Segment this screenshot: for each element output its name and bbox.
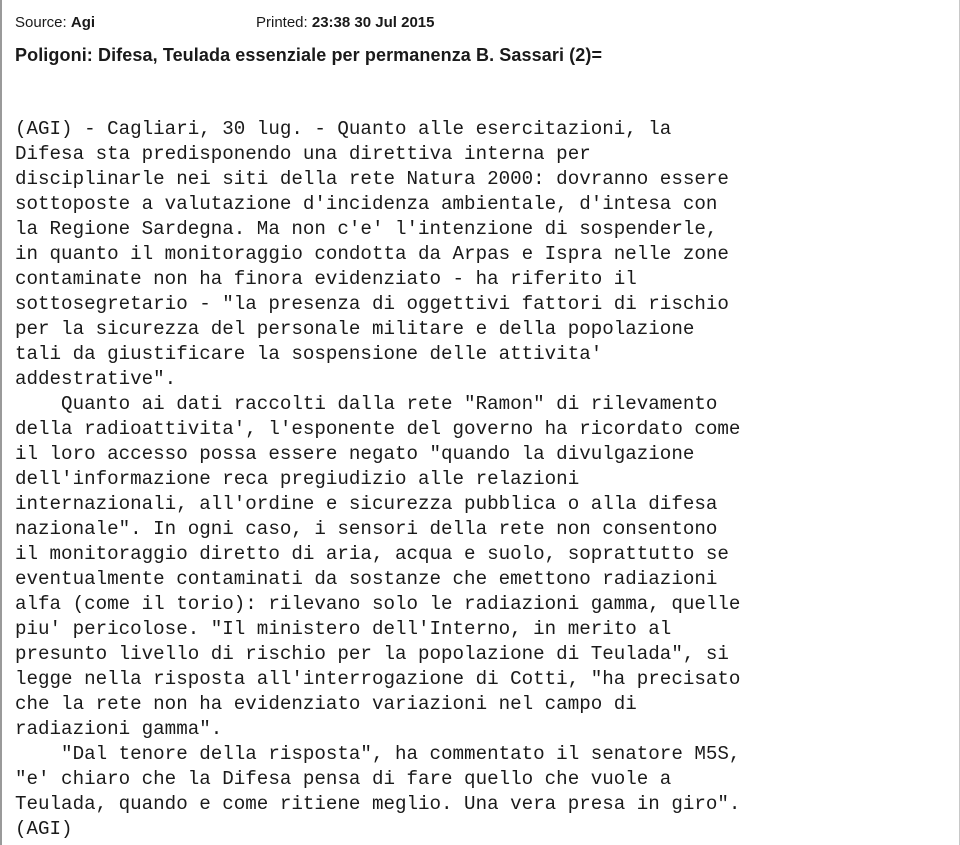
article-body-line: tali da giustificare la sospensione delle attivita' bbox=[15, 343, 603, 365]
printed-info bbox=[256, 13, 434, 33]
page-left-border bbox=[0, 0, 2, 845]
article-body bbox=[15, 117, 945, 842]
article-body-line: Teulada, quando e come ritiene meglio. Una vera presa in giro". bbox=[15, 793, 741, 815]
article-title: Poligoni: Difesa, Teulada essenziale per permanenza B. Sassari (2)= bbox=[15, 45, 603, 65]
article-body-line: radiazioni gamma". bbox=[15, 718, 223, 740]
article-body-line: dell'informazione reca pregiudizio alle relazioni bbox=[15, 468, 580, 490]
article-body-line: per la sicurezza del personale militare e della popolazione bbox=[15, 318, 695, 340]
article-body-line: internazionali, all'ordine e sicurezza pubblica o alla difesa bbox=[15, 493, 718, 515]
meta-row bbox=[15, 13, 435, 33]
article-body-line: (AGI) bbox=[15, 818, 73, 840]
article-body-line: nazionale". In ogni caso, i sensori della rete non consentono bbox=[15, 518, 718, 540]
article-body-line: (AGI) - Cagliari, 30 lug. - Quanto alle esercitazioni, la bbox=[15, 118, 672, 140]
article-body-line: "e' chiaro che la Difesa pensa di fare quello che vuole a bbox=[15, 768, 672, 790]
article-body-line: alfa (come il torio): rilevano solo le radiazioni gamma, quelle bbox=[15, 593, 741, 615]
article-body-line: in quanto il monitoraggio condotta da Arpas e Ispra nelle zone bbox=[15, 243, 729, 265]
article-body-line: "Dal tenore della risposta", ha commentato il senatore M5S, bbox=[15, 743, 741, 765]
article-body-line: disciplinarle nei siti della rete Natura 2000: dovranno essere bbox=[15, 168, 729, 190]
article-body-line: eventualmente contaminati da sostanze che emettono radiazioni bbox=[15, 568, 718, 590]
article-body-line: sottoposte a valutazione d'incidenza ambientale, d'intesa con bbox=[15, 193, 718, 215]
source-label: Source: bbox=[15, 14, 67, 31]
article-body-line: il loro accesso possa essere negato "quando la divulgazione bbox=[15, 443, 695, 465]
article-body-line: che la rete non ha evidenziato variazioni nel campo di bbox=[15, 693, 637, 715]
article-body-line: presunto livello di rischio per la popolazione di Teulada", si bbox=[15, 643, 729, 665]
article-body-line: Quanto ai dati raccolti dalla rete "Ramon" di rilevamento bbox=[15, 393, 718, 415]
article-body-line: sottosegretario - "la presenza di oggettivi fattori di rischio bbox=[15, 293, 729, 315]
printed-label: Printed: bbox=[256, 14, 308, 31]
article-body-line: la Regione Sardegna. Ma non c'e' l'intenzione di sospenderle, bbox=[15, 218, 718, 240]
article-body-line: della radioattivita', l'esponente del governo ha ricordato come bbox=[15, 418, 741, 440]
article-body-line: contaminate non ha finora evidenziato - ha riferito il bbox=[15, 268, 637, 290]
source-value: Agi bbox=[70, 14, 96, 31]
article-body-line: il monitoraggio diretto di aria, acqua e suolo, soprattutto se bbox=[15, 543, 729, 565]
article-body-line: legge nella risposta all'interrogazione di Cotti, "ha precisato bbox=[15, 668, 741, 690]
article-body-line: piu' pericolose. "Il ministero dell'Interno, in merito al bbox=[15, 618, 672, 640]
article-body-line: Difesa sta predisponendo una direttiva interna per bbox=[15, 143, 591, 165]
printed-value: 23:38 30 Jul 2015 bbox=[311, 14, 435, 31]
article-body-line: addestrative". bbox=[15, 368, 177, 390]
